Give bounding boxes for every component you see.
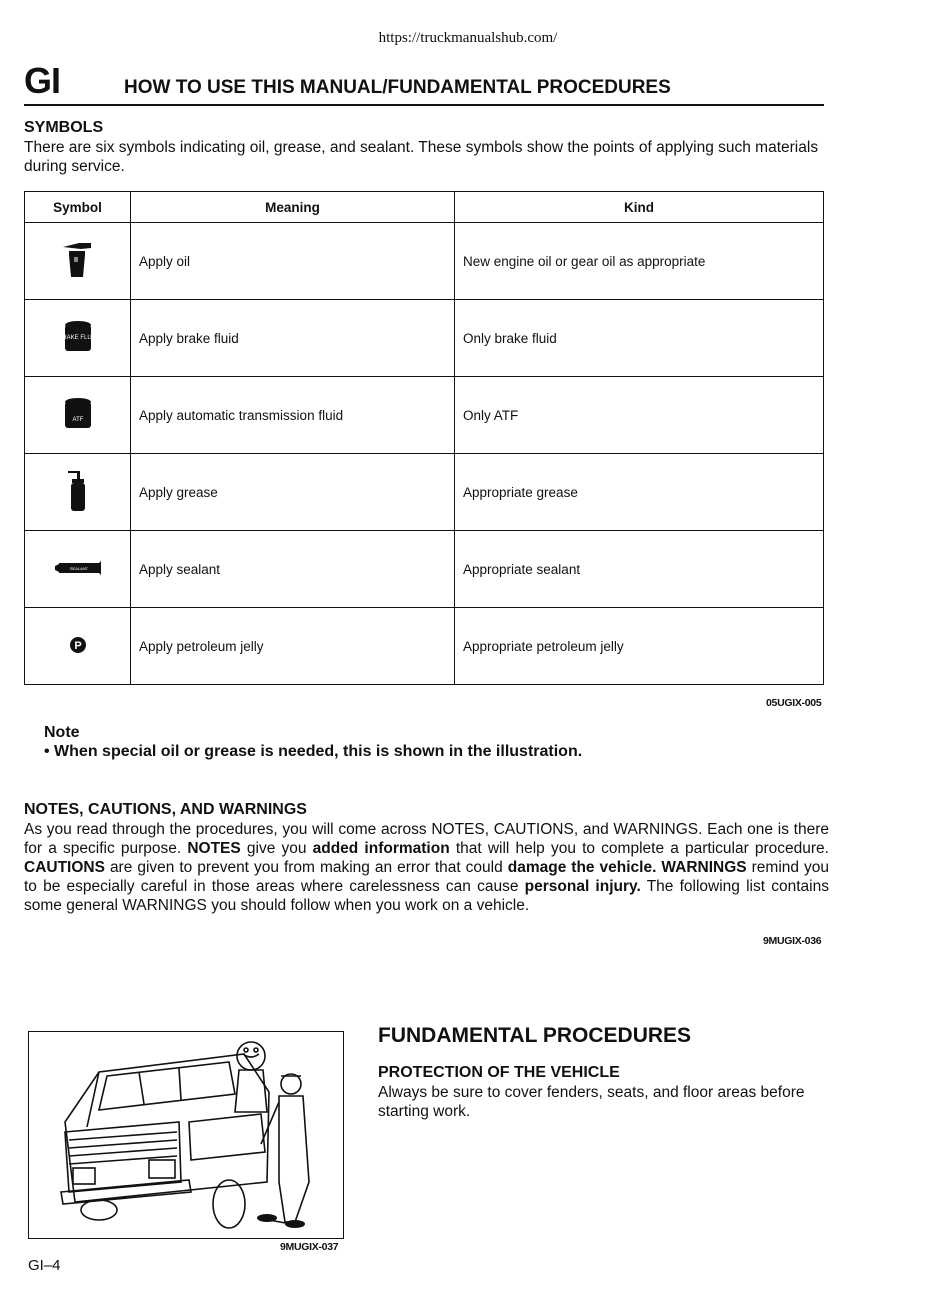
- kind-cell: Appropriate petroleum jelly: [455, 608, 824, 685]
- atf-icon: [63, 397, 93, 431]
- header-rule: [24, 104, 824, 106]
- table-row: [25, 377, 824, 454]
- petroleum-jelly-icon: [68, 635, 88, 655]
- petroleum-jelly-label: P: [73, 639, 82, 652]
- note-heading: Note: [44, 724, 80, 741]
- column-header-symbol: Symbol: [25, 192, 131, 223]
- table-row: [25, 608, 824, 685]
- meaning-cell: Apply sealant: [131, 531, 455, 608]
- note-bullet: • When special oil or grease is needed, this is shown in the illustration.: [44, 743, 583, 760]
- meaning-cell: Apply automatic transmission fluid: [131, 377, 455, 454]
- oil-can-icon: [61, 241, 95, 279]
- grease-gun-icon: [66, 469, 90, 513]
- kind-cell: Appropriate sealant: [455, 531, 824, 608]
- brake-fluid-icon: [57, 320, 98, 354]
- note-text: When special oil or grease is needed, this is shown in the illustration.: [54, 743, 583, 760]
- truck-illustration: [28, 1031, 344, 1239]
- ncw-text: that will help you to complete a particular procedure.: [449, 840, 829, 857]
- meaning-cell: Apply grease: [131, 454, 455, 531]
- ncw-text: As you read through the procedures, you will come across NOTES, CAUTIONS, and WARNINGS. Each one is there for a specific purpose.: [24, 821, 829, 857]
- table-row: [25, 454, 824, 531]
- sealant-tube-icon: [53, 560, 103, 576]
- ncw-paragraph: [24, 820, 829, 915]
- ncw-bold: added information: [312, 840, 450, 857]
- kind-cell: New engine oil or gear oil as appropriate: [455, 223, 824, 300]
- ncw-code: 9MUGIX-036: [763, 935, 822, 947]
- truck-mechanic-drawing: [29, 1032, 343, 1238]
- sealant-label: SEALANT: [69, 565, 88, 571]
- page-number: GI–4: [28, 1257, 61, 1274]
- ncw-text: give you: [240, 840, 313, 857]
- truck-figure-code: 9MUGIX-037: [280, 1241, 339, 1253]
- symbols-heading: SYMBOLS: [24, 119, 104, 136]
- table-header-row: [25, 192, 824, 223]
- symbols-table: [24, 191, 824, 685]
- protection-heading: PROTECTION OF THE VEHICLE: [378, 1064, 620, 1081]
- ncw-text: are given to prevent you from making an error that could: [104, 859, 508, 876]
- ncw-bold: NOTES: [187, 840, 241, 857]
- fundamental-heading: FUNDAMENTAL PROCEDURES: [378, 1024, 692, 1047]
- ncw-text: The following list contains some general WARNINGS you should follow when you work on a vehicle.: [24, 878, 829, 914]
- symbols-intro: There are six symbols indicating oil, grease, and sealant. These symbols show the points of applying such materials during service.: [24, 139, 819, 175]
- table-row: [25, 531, 824, 608]
- atf-label: ATF: [72, 416, 83, 423]
- ncw-bold: personal injury.: [524, 878, 641, 895]
- column-header-kind: Kind: [455, 192, 824, 223]
- meaning-cell: Apply petroleum jelly: [131, 608, 455, 685]
- kind-cell: Only ATF: [455, 377, 824, 454]
- figure-code: 05UGIX-005: [766, 697, 822, 709]
- section-code: GI: [24, 60, 61, 101]
- table-row: [25, 300, 824, 377]
- meaning-cell: Apply oil: [131, 223, 455, 300]
- ncw-bold: CAUTIONS: [24, 859, 105, 876]
- ncw-text: remind you to be especially careful in those areas where carelessness can cause: [24, 859, 830, 895]
- ncw-heading: NOTES, CAUTIONS, AND WARNINGS: [24, 801, 307, 818]
- brake-fluid-label: BRAKE FLUID: [57, 334, 98, 341]
- table-row: [25, 223, 824, 300]
- ncw-bold: damage the vehicle. WARNINGS: [507, 859, 747, 876]
- kind-cell: Only brake fluid: [455, 300, 824, 377]
- protection-text: Always be sure to cover fenders, seats, and floor areas before starting work.: [378, 1084, 805, 1120]
- kind-cell: Appropriate grease: [455, 454, 824, 531]
- meaning-cell: Apply brake fluid: [131, 300, 455, 377]
- source-url[interactable]: https://truckmanualshub.com/: [378, 30, 558, 46]
- page-title: HOW TO USE THIS MANUAL/FUNDAMENTAL PROCEDURES: [124, 77, 671, 98]
- column-header-meaning: Meaning: [131, 192, 455, 223]
